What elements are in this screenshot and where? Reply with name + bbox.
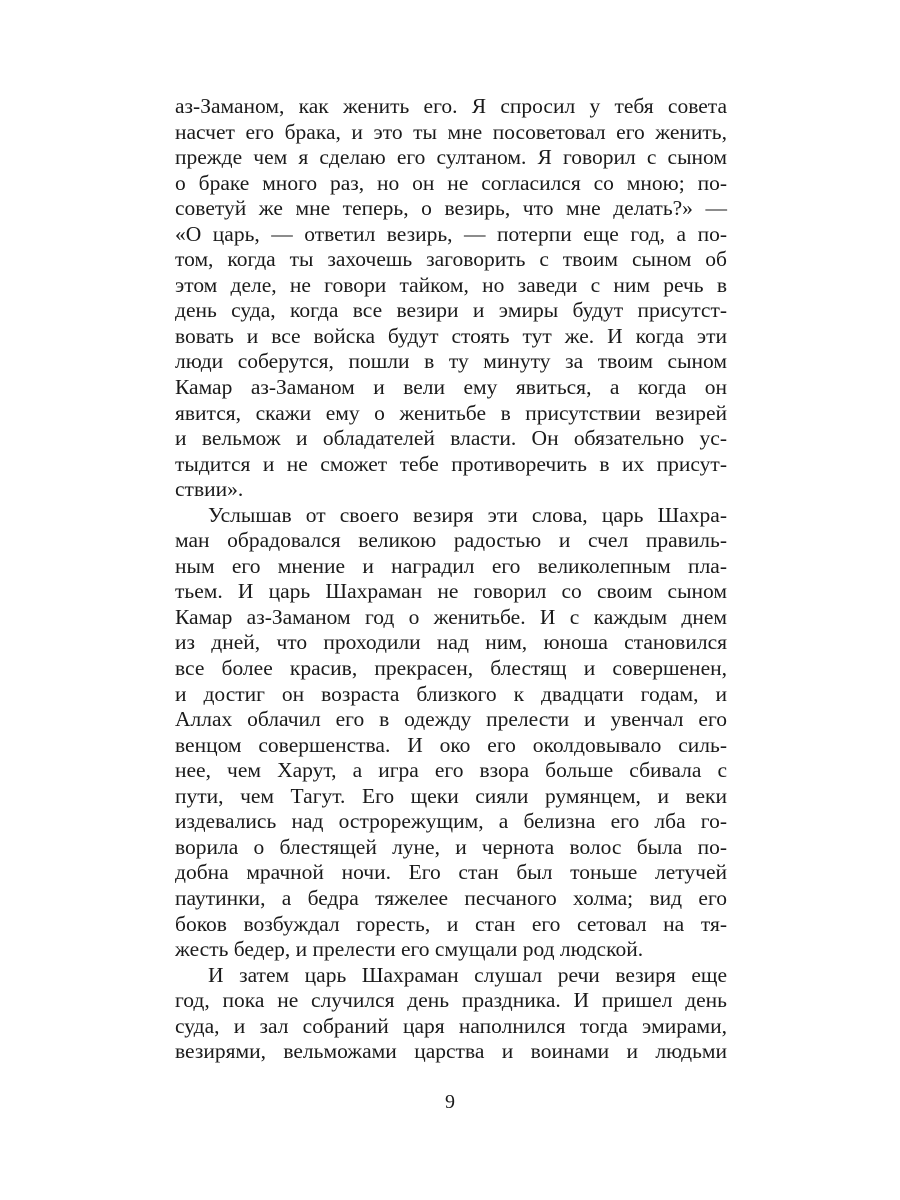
page-number: 9 — [445, 1091, 455, 1113]
text-line: паутинки, а бедра тяжелее песчаного холма; вид его — [175, 885, 727, 910]
text-line: ман обрадовался великою радостью и счел правиль- — [175, 528, 727, 553]
text-line: том, когда ты захочешь заговорить с твоим сыном об — [175, 247, 727, 272]
text-line: день суда, когда все везири и эмиры будут присутст- — [175, 298, 727, 323]
text-line: люди соберутся, пошли в ту минуту за твоим сыном — [175, 349, 727, 374]
text-line: о браке много раз, но он не согласился со мною; по- — [175, 170, 727, 195]
text-line: нее, чем Харут, а игра его взора больше сбивала с — [175, 758, 727, 783]
text-line: вовать и все войска будут стоять тут же. И когда эти — [175, 323, 727, 348]
text-line: и вельмож и обладателей власти. Он обязательно ус- — [175, 426, 727, 451]
paragraph — [175, 963, 727, 1065]
text-line: год, пока не случился день праздника. И пришел день — [175, 988, 727, 1013]
text-line: добна мрачной ночи. Его стан был тоньше летучей — [175, 860, 727, 885]
text-line: Аллах облачил его в одежду прелести и увенчал его — [175, 707, 727, 732]
text-line: везирями, вельможами царства и воинами и людьми — [175, 1039, 727, 1064]
body-text — [175, 94, 727, 1065]
text-line: И затем царь Шахраман слушал речи везиря еще — [208, 962, 727, 987]
text-line: прежде чем я сделаю его султаном. Я говорил с сыном — [175, 145, 727, 170]
paragraph — [175, 503, 727, 963]
text-line: из дней, что проходили над ним, юноша становился — [175, 630, 727, 655]
text-line: Услышав от своего везиря эти слова, царь Шахра- — [208, 502, 727, 527]
text-line: тьем. И царь Шахраман не говорил со своим сыном — [175, 579, 727, 604]
text-line: пути, чем Тагут. Его щеки сияли румянцем, и веки — [175, 783, 727, 808]
text-line: аз-Заманом, как женить его. Я спросил у тебя совета — [175, 94, 727, 118]
text-line: ворила о блестящей луне, и чернота волос была по- — [175, 834, 727, 859]
text-line: и достиг он возраста близкого к двадцати годам, и — [175, 681, 727, 706]
text-line: венцом совершенства. И око его околдовывало силь- — [175, 732, 727, 757]
text-line: советуй же мне теперь, о везирь, что мне делать?» — — [175, 196, 727, 221]
paragraph — [175, 94, 727, 503]
text-line: ным его мнение и наградил его великолепным пла- — [175, 553, 727, 578]
text-line: все более красив, прекрасен, блестящ и совершенен, — [175, 656, 727, 681]
text-line: тыдится и не сможет тебе противоречить в их присут- — [175, 451, 727, 476]
text-line: явится, скажи ему о женитьбе в присутствии везирей — [175, 400, 727, 425]
text-line: Камар аз-Заманом год о женитьбе. И с каждым днем — [175, 604, 727, 629]
text-line: издевались над острорежущим, а белизна его лба го- — [175, 809, 727, 834]
text-line: «О царь, — ответил везирь, — потерпи еще год, а по- — [175, 221, 727, 246]
text-line: ствии». — [175, 477, 244, 502]
text-line: жесть бедер, и прелести его смущали род людской. — [175, 937, 644, 962]
text-line: Камар аз-Заманом и вели ему явиться, а когда он — [175, 375, 727, 400]
text-line: насчет его брака, и это ты мне посоветовал его женить, — [175, 119, 727, 144]
text-line: боков возбуждал горесть, и стан его сетовал на тя- — [175, 911, 727, 936]
text-line: суда, и зал собраний царя наполнился тогда эмирами, — [175, 1013, 727, 1038]
text-line: этом деле, не говори тайком, но заведи с ним речь в — [175, 272, 727, 297]
